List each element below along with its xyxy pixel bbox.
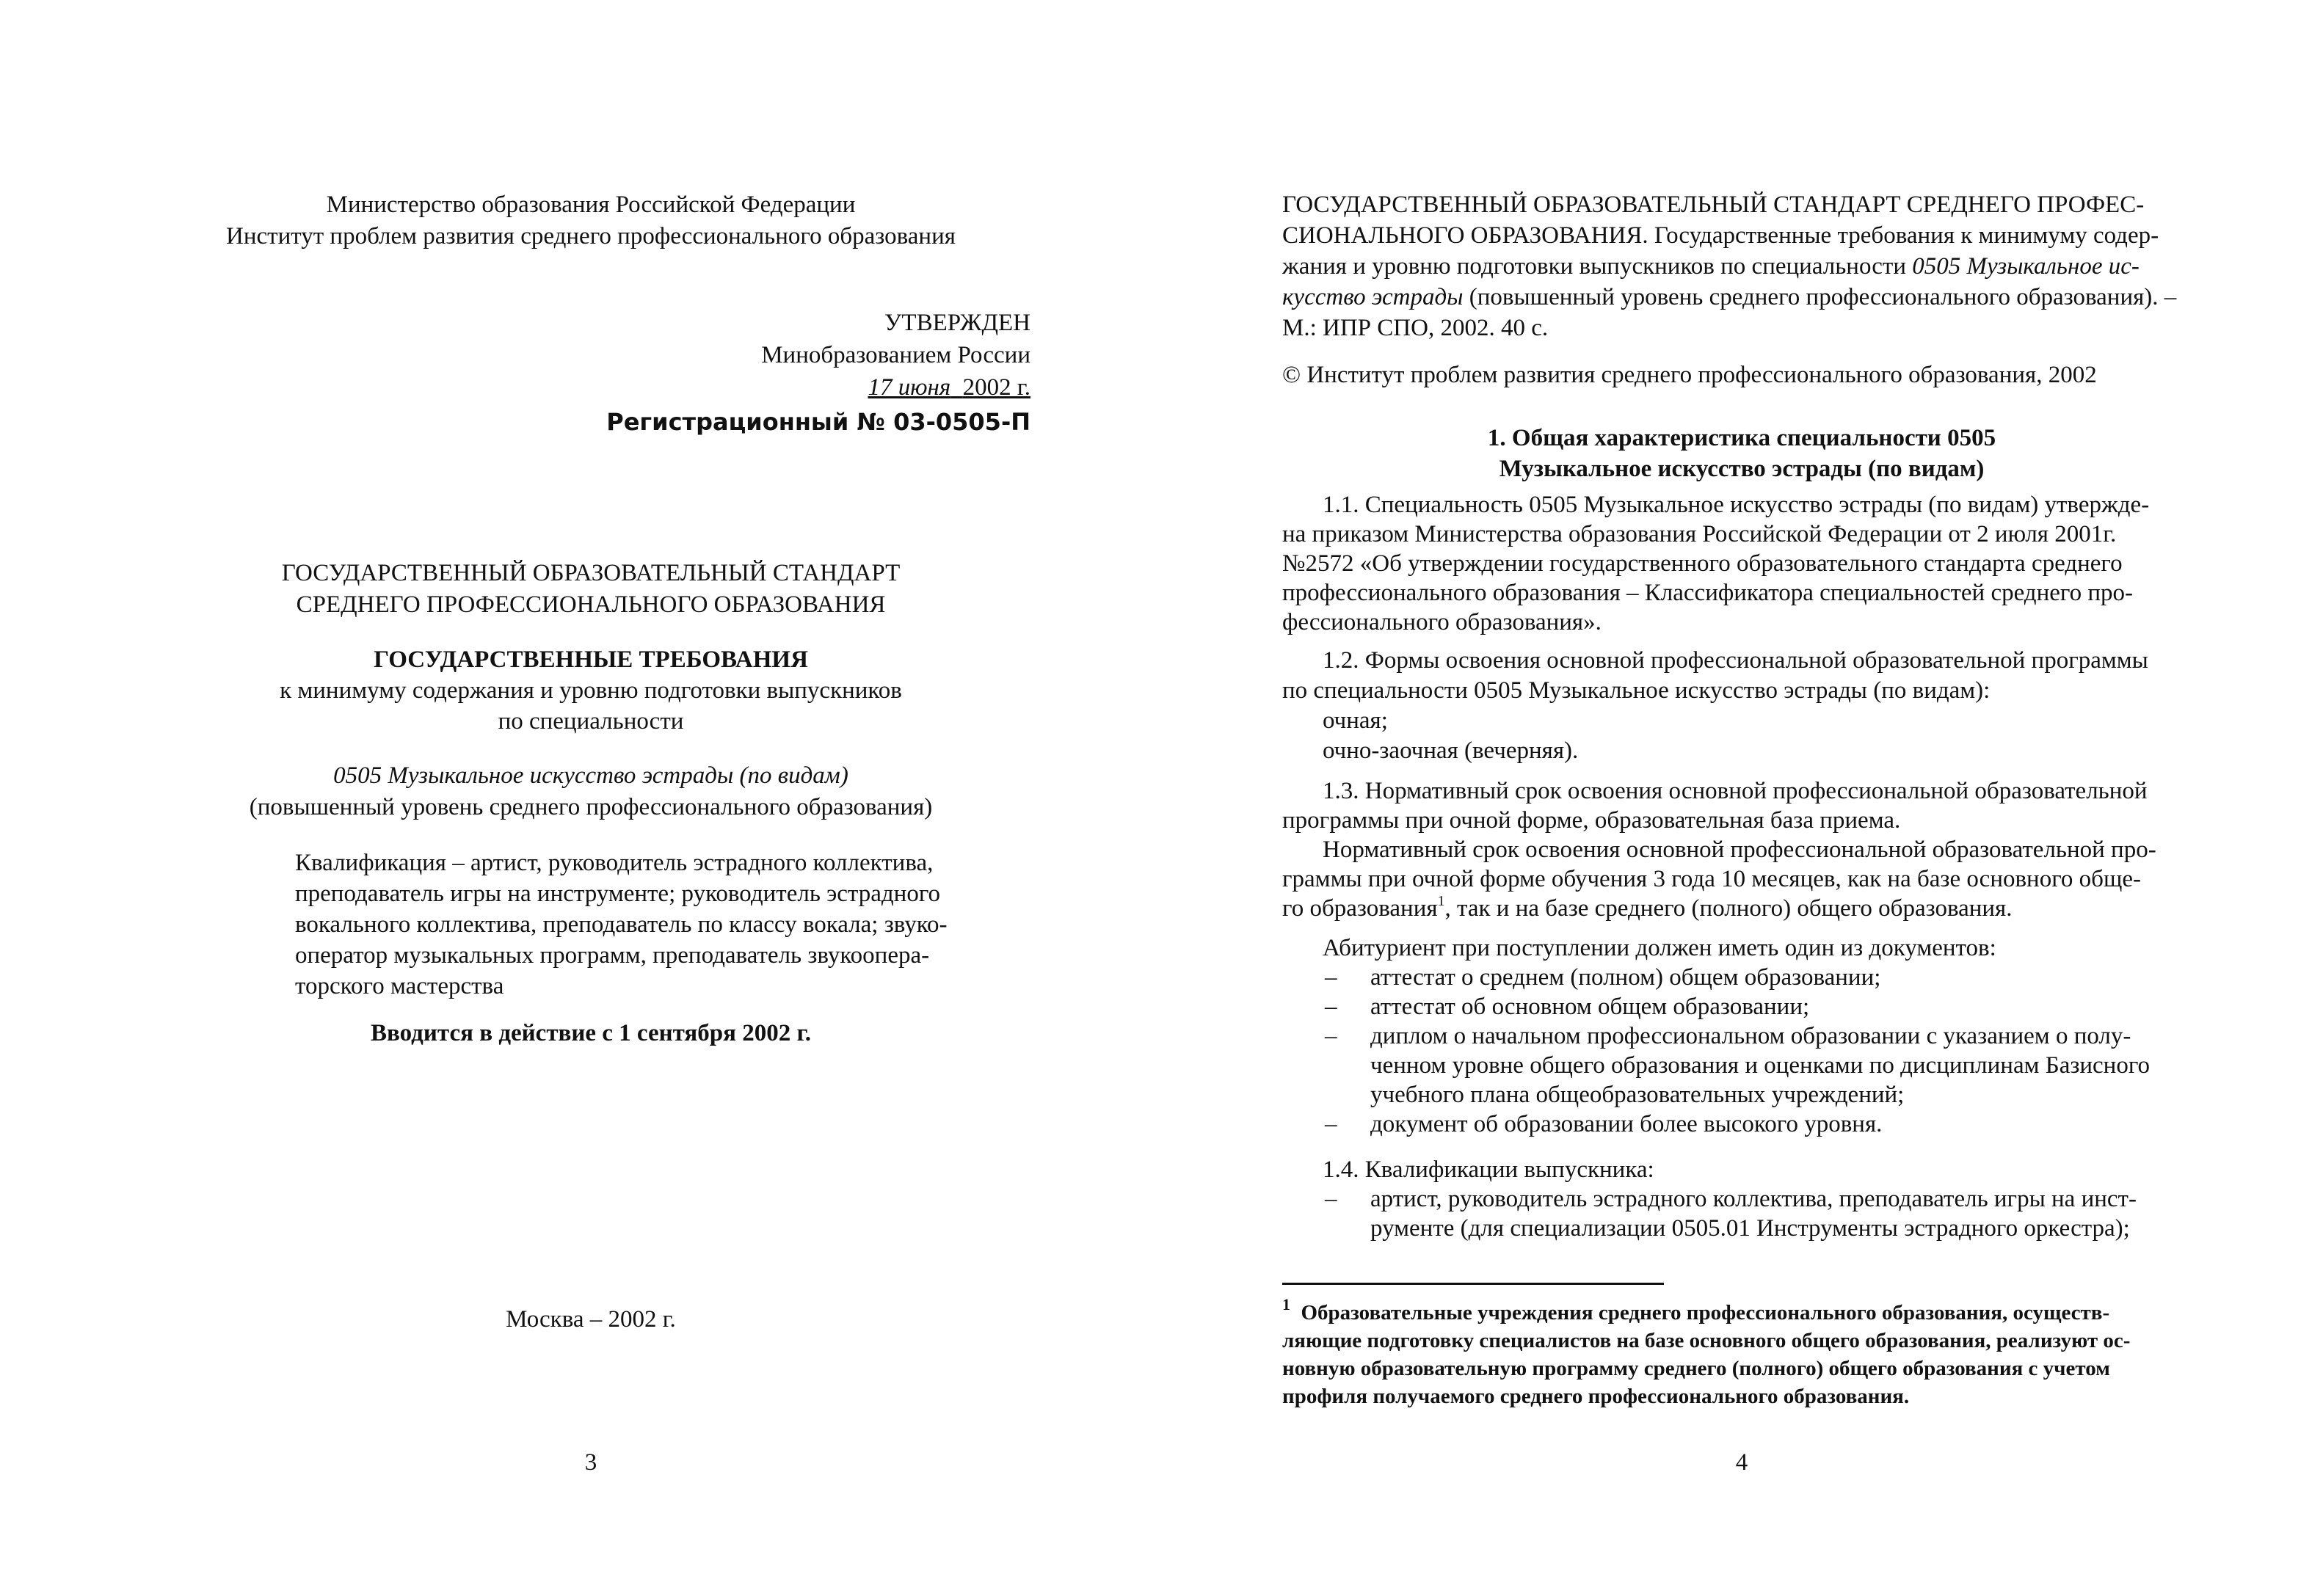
qualification-text (295, 848, 956, 1002)
study-form-item: очная; (1323, 707, 1388, 734)
list-item (1282, 992, 2201, 1021)
city-year: Москва – 2002 г. (506, 1306, 676, 1333)
biblio-line (1282, 282, 2201, 313)
institute-line: Институт проблем развития среднего профессионального образования (226, 223, 956, 249)
study-form-item: очно-заочная (вечерняя). (1323, 737, 1579, 764)
bibliographic-description (1282, 189, 2201, 343)
list-item (1282, 1021, 2201, 1109)
list-item-text: учебного плана общеобразовательных учреждений; (1370, 1082, 1905, 1108)
footnote-mark: 1 (1282, 1295, 1290, 1314)
qualification-line: оператор музыкальных программ, преподаватель звукоопера- (295, 942, 930, 969)
page-number: 3 (584, 1449, 597, 1476)
footnote (1282, 1295, 2201, 1410)
dash-bullet: – (1325, 1111, 1337, 1137)
footnote-text: Образовательные учреждения среднего профессионального образования, осуществ- (1301, 1301, 2110, 1324)
qualification-line: преподаватель игры на инструменте; руководитель эстрадного (295, 881, 941, 907)
biblio-line (1282, 251, 2201, 282)
paragraph-line (1282, 894, 2201, 923)
specialty-name: 0505 Музыкальное искусство эстрады (по видам) (333, 762, 848, 789)
paragraph-line: 1.2. Формы освоения основной профессиональной образовательной программы (1323, 647, 2148, 674)
list-item (1282, 1109, 2201, 1139)
biblio-line: ГОСУДАРСТВЕННЫЙ ОБРАЗОВАТЕЛЬНЫЙ СТАНДАРТ СРЕДНЕГО ПРОФЕС- (1282, 192, 2145, 218)
paragraph-line: 1.1. Специальность 0505 Музыкальное искусство эстрады (по видам) утвержде- (1323, 492, 2150, 518)
requirements-heading (183, 644, 998, 737)
list-item (1282, 963, 2201, 992)
requirements-line-1: к минимуму содержания и уровню подготовки выпускников (280, 677, 902, 704)
ministry-header (183, 189, 998, 252)
paragraph-1-2 (1282, 646, 2201, 766)
dash-bullet: – (1325, 994, 1337, 1020)
approved-by: Минобразованием России (761, 342, 1030, 368)
biblio-text: (повышенный уровень среднего профессионального образования). – (1463, 284, 2177, 310)
list-item-text: ченном уровне общего образования и оценками по дисциплинам Базисного (1370, 1052, 2151, 1079)
biblio-specialty: 0505 Музыкальное ис- (1912, 253, 2140, 280)
paragraph-line: по специальности 0505 Музыкальное искусство эстрады (по видам): (1282, 677, 1991, 704)
paragraph-line: граммы при очной форме обучения 3 года 10 месяцев, как на базе основного обще- (1282, 866, 2142, 892)
copyright-notice: © Институт проблем развития среднего профессионального образования, 2002 (1282, 362, 2097, 388)
qualification-line: Квалификация – артист, руководитель эстрадного коллектива, (295, 850, 934, 876)
footnote-line: новную образовательную программу среднего (полного) общего образования с учетом (1282, 1357, 2110, 1380)
requirements-title: ГОСУДАРСТВЕННЫЕ ТРЕБОВАНИЯ (374, 646, 808, 673)
list-item-text: диплом о начальном профессиональном образовании с указанием о полу- (1370, 1023, 2131, 1049)
right-page (1156, 0, 2312, 1596)
dash-bullet: – (1325, 1023, 1337, 1049)
paragraph-line: 1.3. Нормативный срок освоения основной профессиональной образовательной (1323, 778, 2148, 804)
list-item (1282, 1184, 2201, 1243)
paragraph-line: на приказом Министерства образования Российской Федерации от 2 июля 2001г. (1282, 521, 2117, 547)
paragraph-text: го образования (1282, 895, 1438, 922)
paragraph-line: Нормативный срок освоения основной профессиональной образовательной про- (1323, 837, 2156, 863)
footnote-line: ляющие подготовку специалистов на базе основного общего образования, реализуют ос- (1282, 1329, 2131, 1352)
biblio-text: жания и уровню подготовки выпускников по специальности (1282, 253, 1913, 280)
standard-title-line-1: ГОСУДАРСТВЕННЫЙ ОБРАЗОВАТЕЛЬНЫЙ СТАНДАРТ (281, 560, 901, 586)
qualification-line: торского мастерства (295, 973, 504, 999)
specialty-level: (повышенный уровень среднего профессионального образования) (249, 794, 933, 820)
list-item-text: аттестат о среднем (полном) общем образовании; (1370, 964, 1881, 991)
section-heading-line-1: 1. Общая характеристика специальности 0505 (1487, 425, 1996, 451)
list-item-text: документ об образовании более высокого уровня. (1370, 1111, 1883, 1137)
qualification-line: вокального коллектива, преподаватель по классу вокала; звуко- (295, 911, 948, 938)
paragraph-line: фессионального образования». (1282, 609, 1602, 635)
approval-date (587, 371, 1030, 404)
graduate-qualifications (1282, 1155, 2201, 1243)
qualifications-intro: 1.4. Квалификации выпускника: (1323, 1156, 1654, 1183)
applicant-documents (1282, 933, 2201, 1139)
footnote-line (1282, 1295, 2201, 1327)
dash-bullet: – (1325, 1186, 1337, 1212)
approval-date-year: 2002 г. (962, 374, 1030, 401)
effective-date: Вводится в действие с 1 сентября 2002 г. (371, 1020, 811, 1046)
dash-bullet: – (1325, 964, 1337, 991)
section-heading (1282, 423, 2201, 484)
section-heading-line-2: Музыкальное искусство эстрады (по видам) (1499, 456, 1985, 482)
specialty-block (183, 760, 998, 823)
biblio-line: СИОНАЛЬНОГО ОБРАЗОВАНИЯ. Государственные требования к минимуму содер- (1282, 222, 2159, 249)
paragraph-line: профессионального образования – Классификатора специальностей среднего про- (1282, 580, 2134, 606)
registration-number: Регистрационный № 03-0505-П (606, 408, 1030, 436)
paragraph-line: программы при очной форме, образовательная база приема. (1282, 807, 1901, 834)
standard-title-line-2: СРЕДНЕГО ПРОФЕССИОНАЛЬНОГО ОБРАЗОВАНИЯ (296, 591, 886, 618)
approved-label: УТВЕРЖДЕН (884, 310, 1030, 336)
page-number: 4 (1735, 1449, 1748, 1476)
footnote-separator (1282, 1283, 1664, 1285)
applicant-intro: Абитуриент при поступлении должен иметь один из документов: (1323, 935, 1996, 961)
footnote-line: профиля получаемого среднего профессионального образования. (1282, 1385, 1910, 1408)
standard-title (183, 558, 998, 621)
list-item-text: рументе (для специализации 0505.01 Инструменты эстрадного оркестра); (1370, 1215, 2130, 1242)
paragraph-line: №2572 «Об утверждении государственного образовательного стандарта среднего (1282, 550, 2123, 577)
paragraph-1-1 (1282, 490, 2201, 637)
requirements-line-2: по специальности (498, 708, 684, 735)
paragraph-text: , так и на базе среднего (полного) общего образования. (1444, 895, 2013, 922)
approval-stamp (587, 307, 1030, 440)
list-item-text: аттестат об основном общем образовании; (1370, 994, 1810, 1020)
list-item-text: артист, руководитель эстрадного коллектива, преподаватель игры на инст- (1370, 1186, 2137, 1212)
paragraph-1-3 (1282, 776, 2201, 923)
biblio-line: М.: ИПР СПО, 2002. 40 с. (1282, 315, 1549, 341)
ministry-line: Министерство образования Российской Федерации (326, 192, 856, 218)
approval-date-day: 17 июня (868, 374, 951, 401)
biblio-specialty: кусство эстрады (1282, 284, 1464, 310)
footnote-reference[interactable]: 1 (1437, 893, 1445, 909)
